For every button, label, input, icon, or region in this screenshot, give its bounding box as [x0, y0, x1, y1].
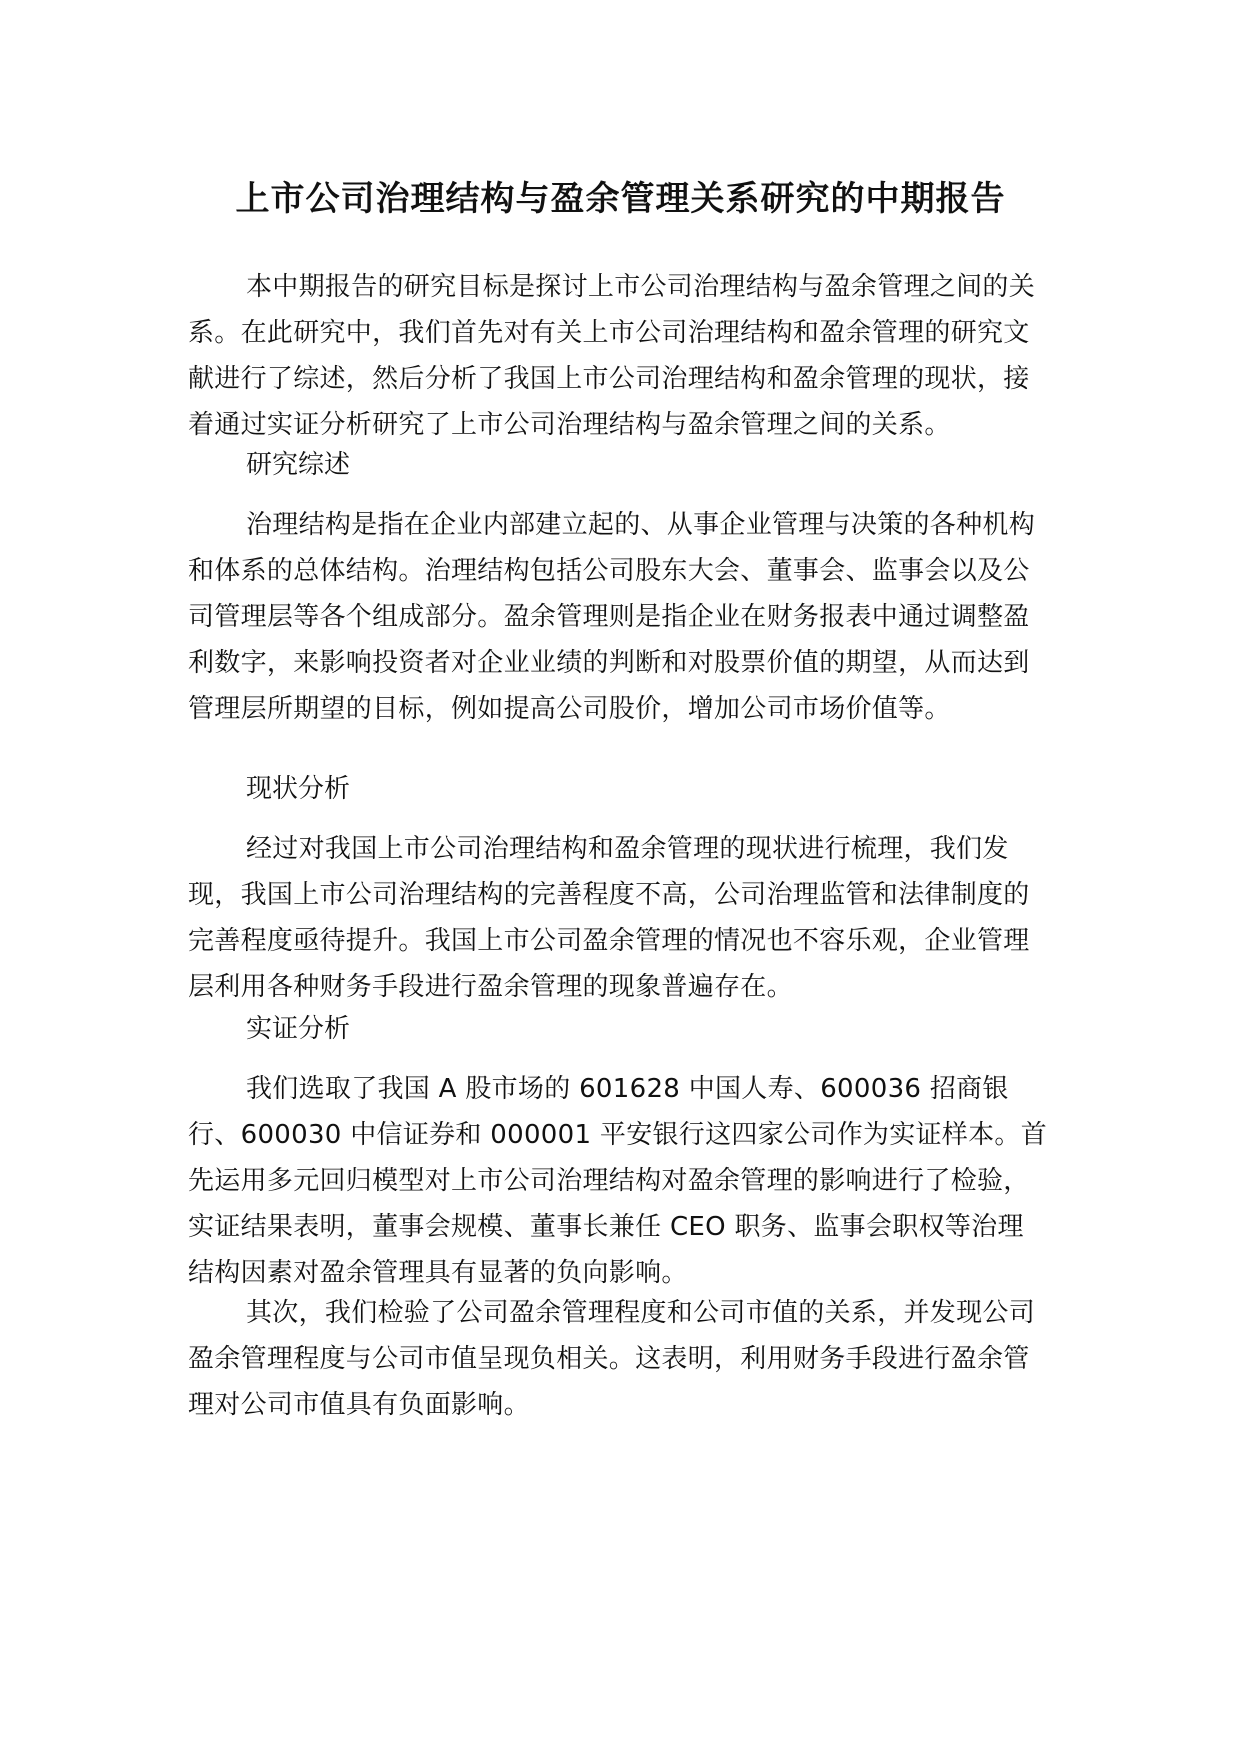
market-value-paragraph: 其次，我们检验了公司盈余管理程度和公司市值的关系，并发现公司盈余管理程度与公司市值呈现负相关。这表明，利用财务手段进行盈余管理对公司市值具有负面影响。: [188, 1298, 1036, 1420]
empirical-paragraph: 我们选取了我国 A 股市场的 601628 中国人寿、600036 招商银行、600030 中信证券和 000001 平安银行这四家公司作为实证样本。首先运用多元回归模型对上市公司治理结构对盈余管理的影响进行了检验，实证结果表明，董事会规模、董事长兼任 CEO 职务、监事会职权等治理结构因素对盈余管理具有显著的负向影响。: [188, 1074, 1047, 1288]
review-paragraph: 治理结构是指在企业内部建立起的、从事企业管理与决策的各种机构和体系的总体结构。治理结构包括公司股东大会、董事会、监事会以及公司管理层等各个组成部分。盈余管理则是指企业在财务报表中通过调整盈利数字，来影响投资者对企业业绩的判断和对股票价值的期望，从而达到管理层所期望的目标，例如提高公司股价，增加公司市场价值等。: [188, 510, 1036, 724]
section-heading-review: 研究综述: [246, 450, 351, 480]
section-heading-status: 现状分析: [246, 774, 351, 804]
document-title: 上市公司治理结构与盈余管理关系研究的中期报告: [235, 179, 1006, 219]
intro-paragraph: 本中期报告的研究目标是探讨上市公司治理结构与盈余管理之间的关系。在此研究中，我们首先对有关上市公司治理结构和盈余管理的研究文献进行了综述，然后分析了我国上市公司治理结构和盈余管理的现状，接着通过实证分析研究了上市公司治理结构与盈余管理之间的关系。: [188, 272, 1036, 440]
status-paragraph: 经过对我国上市公司治理结构和盈余管理的现状进行梳理，我们发现，我国上市公司治理结构的完善程度不高，公司治理监管和法律制度的完善程度亟待提升。我国上市公司盈余管理的情况也不容乐观，企业管理层利用各种财务手段进行盈余管理的现象普遍存在。: [188, 834, 1030, 1002]
section-heading-empirical: 实证分析: [246, 1014, 351, 1044]
